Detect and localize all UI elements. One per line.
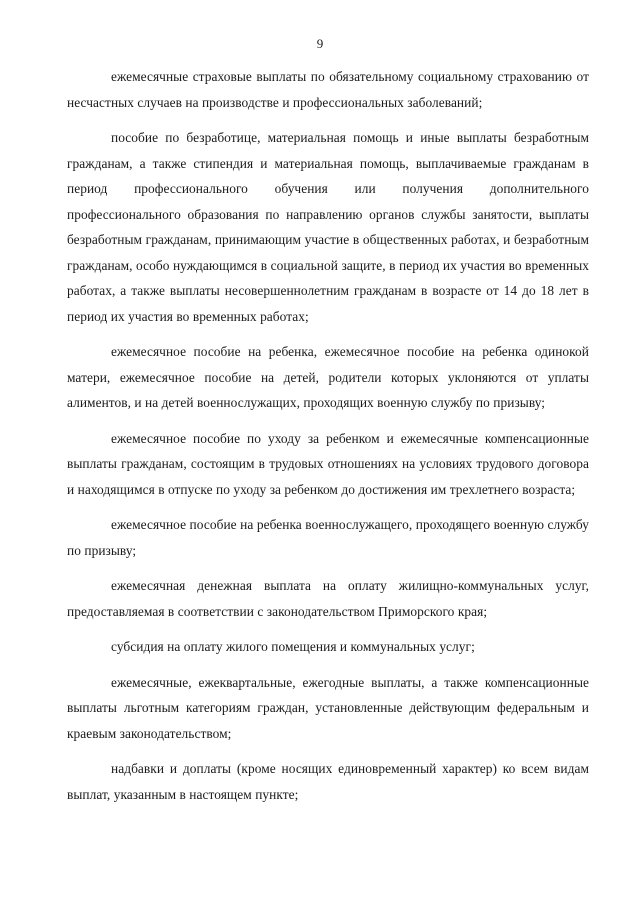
paragraph-supplements: надбавки и доплаты (кроме носящих единовременный характер) ко всем видам выплат, указанным в настоящем пункте; [67,761,589,802]
paragraph-child-allowance: ежемесячное пособие на ребенка, ежемесячное пособие на ребенка одинокой матери, ежемесячное пособие на детей, родители которых уклоняются от уплаты алиментов, и на детей военнослужащих, проходящих военную службу по призыву; [67,344,589,410]
paragraph-childcare-allowance: ежемесячное пособие по уходу за ребенком и ежемесячные компенсационные выплаты гражданам, состоящим в трудовых отношениях на условиях трудового договора и находящимся в отпуске по уходу за ребенком до достижения им трехлетнего возраста; [67,430,589,497]
paragraph-insurance-payments: ежемесячные страховые выплаты по обязательному социальному страхованию от несчастных случаев на производстве и профессиональных заболеваний; [67,69,589,110]
document-body [67,64,589,817]
paragraph-military-child-allowance: ежемесячное пособие на ребенка военнослужащего, проходящего военную службу по призыву; [67,517,589,558]
paragraph-housing-payment: ежемесячная денежная выплата на оплату жилищно-коммунальных услуг, предоставляемая в соответствии с законодательством Приморского края; [67,578,589,619]
paragraph-housing-subsidy: субсидия на оплату жилого помещения и коммунальных услуг; [111,639,475,654]
paragraph-unemployment-benefit: пособие по безработице, материальная помощь и иные выплаты безработным гражданам, а также стипендия и материальная помощь, выплачиваемые гражданам в период профессионального обучения или получения дополнительного профессионального образования по направлению органов службы занятости, выплаты безработным гражданам, принимающим участие в общественных работах, и безработным гражданам, особо нуждающимся в социальной защите, в период их участия во временных работах, а также выплаты несовершеннолетним гражданам в возрасте от 14 до 18 лет в период их участия во временных работах; [67,130,589,324]
paragraph-periodic-payments: ежемесячные, ежеквартальные, ежегодные выплаты, а также компенсационные выплаты льготным категориям граждан, установленные действующим федеральным и краевым законодательством; [67,674,589,741]
page-number: 9 [316,36,324,51]
